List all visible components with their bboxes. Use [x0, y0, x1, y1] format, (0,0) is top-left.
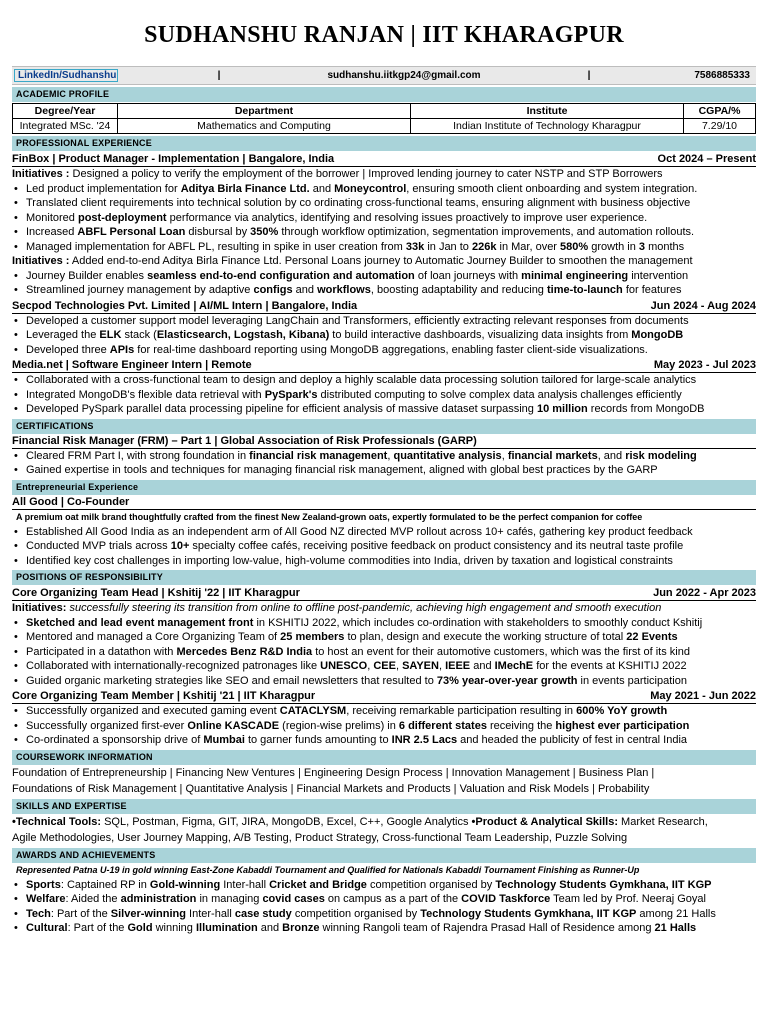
- bold-text: post-deployment: [77, 211, 167, 224]
- bold-text: MongoDB: [631, 329, 684, 341]
- contact-separator: |: [217, 70, 221, 81]
- bold-text: workflows: [317, 284, 371, 296]
- bold-text: 73% year-over-year growth: [436, 674, 578, 687]
- skills-line: Agile Methodologies, User Journey Mapping, A/B Testing, Product Strategy, Cross-functional Team Leadership, Puzzle Solving: [12, 831, 628, 844]
- bold-text: ABFL Personal Loan: [77, 226, 186, 238]
- text: : Part of the: [67, 922, 128, 934]
- table-cell: Indian Institute of Technology Kharagpur: [411, 119, 684, 134]
- bold-text: configs: [253, 284, 293, 296]
- text: to plan, design and execute the working structure of total: [344, 631, 627, 643]
- bold-text: 22 Events: [626, 631, 678, 643]
- table-header: CGPA/%: [684, 104, 756, 119]
- bold-text: Cultural: [26, 922, 68, 934]
- text: disbursal by: [185, 226, 251, 238]
- initiatives-line: [12, 601, 756, 616]
- bold-text: time-to-launch: [546, 284, 623, 296]
- bold-text: Bronze: [282, 922, 320, 934]
- entre-tagline: A premium oat milk brand thoughtfully crafted from the finest New Zealand-grown oats, expertly formulated to be the perfect companion for coffee: [16, 511, 643, 522]
- bold-text: seamless end-to-end configuration and automation: [147, 269, 415, 282]
- por-title: Core Organizing Team Head | Kshitij '22 | IIT Kharagpur: [12, 587, 300, 599]
- academic-table: [12, 103, 756, 134]
- job-header: [12, 299, 756, 314]
- bold-text: Welfare: [26, 893, 66, 905]
- text: records from MongoDB: [587, 403, 705, 415]
- text: (region-wise prelims) in: [279, 719, 399, 732]
- bold-text: Silver-winning: [110, 907, 186, 920]
- linkedin-link[interactable]: LinkedIn/Sudhanshu: [14, 69, 118, 82]
- text: Developed a customer support model leveraging LangChain and Transformers, efficiently extracting relevant responses from documents: [26, 314, 689, 327]
- table-cell: Integrated MSc. '24: [13, 119, 118, 134]
- bold-text: 25 members: [280, 631, 345, 643]
- text: Inter-hall: [185, 907, 235, 920]
- bold-text: INR 2.5 Lacs: [391, 734, 458, 746]
- bold-text: risk modeling: [625, 449, 697, 462]
- text: : Aided the: [65, 893, 121, 905]
- text: ,: [367, 660, 374, 672]
- skills-label: •Technical Tools:: [12, 815, 102, 828]
- bold-text: Mumbai: [203, 734, 245, 746]
- text: Cleared FRM Part I, with strong foundation in: [26, 449, 250, 462]
- text: stack (: [121, 329, 157, 341]
- list-item: [12, 907, 756, 922]
- contact-separator: |: [587, 70, 591, 81]
- text: ,: [501, 449, 508, 462]
- text: to host an event for their automotive customers, which was the first of its kind: [312, 645, 690, 658]
- text: Monitored: [26, 211, 78, 224]
- text: for features: [622, 284, 682, 296]
- awards-tagline: Represented Patna U-19 in gold winning East-Zone Kabaddi Tournament and Qualified for Nationals Kabaddi Tournament Finishing as Runner-Up: [16, 864, 640, 875]
- text: months: [645, 240, 685, 253]
- text: ,: [438, 660, 446, 672]
- text: receiving the: [486, 719, 556, 732]
- resume-page: [12, 0, 756, 936]
- text: for real-time dashboard reporting using MongoDB aggregations, enabling faster client-side visualizations.: [134, 343, 648, 356]
- bold-text: Tech: [26, 907, 51, 920]
- bold-text: APIs: [109, 343, 135, 356]
- initiatives-label: Initiatives :: [12, 168, 70, 180]
- list-item: [12, 283, 756, 298]
- text: distributed computing to solve complex data analysis challenges efficiently: [317, 388, 682, 401]
- text: Collaborated with internationally-recognized patronages like: [26, 660, 321, 672]
- text: Developed three: [26, 343, 110, 356]
- bold-text: 600% YoY growth: [576, 705, 668, 717]
- bold-text: financial markets: [507, 449, 598, 462]
- text: to build interactive dashboards, visualizing data insights from: [329, 329, 632, 341]
- list-item: [12, 388, 756, 403]
- table-header: Institute: [411, 104, 684, 119]
- bold-text: 350%: [250, 226, 279, 238]
- bold-text: Aditya Birla Finance Ltd.: [180, 182, 310, 195]
- bold-text: CEE: [373, 660, 396, 672]
- table-header-row: [13, 104, 756, 119]
- job-title: FinBox | Product Manager - Implementation | Bangalore, India: [12, 153, 335, 165]
- text: growth in: [588, 240, 639, 253]
- text: Mentored and managed a Core Organizing Team of: [26, 631, 281, 643]
- list-item: [12, 343, 756, 358]
- list-item: [12, 328, 756, 343]
- job-header: [12, 152, 756, 167]
- section-awards: AWARDS AND ACHIEVEMENTS: [12, 848, 756, 863]
- bold-text: Sketched and lead event management front: [26, 616, 254, 629]
- text: Translated client requirements into technical solution by co ordinating cross-functional teams, ensuring alignment with business objective: [26, 197, 691, 209]
- section-coursework: COURSEWORK INFORMATION: [12, 750, 756, 765]
- list-item: [12, 616, 756, 631]
- bold-text: Elasticsearch, Logstash, Kibana): [156, 329, 330, 341]
- text: Increased: [26, 226, 78, 238]
- bold-text: ELK: [99, 329, 122, 341]
- bold-text: quantitative analysis: [393, 449, 502, 462]
- section-skills: SKILLS AND EXPERTISE: [12, 799, 756, 814]
- initiatives-text: Added end-to-end Aditya Birla Finance Ltd. Personal Loans journey to Automatic Journey Builder to smoothen the management: [69, 255, 693, 267]
- text: of loan journeys with: [414, 269, 522, 282]
- skills-label: •Product & Analytical Skills:: [471, 815, 618, 828]
- text: , boosting adaptability and reducing: [370, 284, 547, 296]
- por-header: [12, 689, 756, 704]
- skills-line: [12, 814, 756, 830]
- initiatives-label: Initiatives :: [12, 255, 70, 267]
- list-item: [12, 878, 756, 893]
- initiatives-label: Initiatives:: [12, 602, 67, 614]
- table-row: [13, 119, 756, 134]
- list-item: [12, 211, 756, 226]
- list-item: [12, 463, 756, 478]
- text: Inter-hall: [220, 878, 270, 891]
- bold-text: COVID Taskforce: [461, 893, 551, 905]
- text: and: [292, 284, 318, 296]
- list-item: [12, 225, 756, 240]
- skills-text: Market Research,: [617, 815, 708, 828]
- coursework-line: Foundation of Entrepreneurship | Financing New Ventures | Engineering Design Process | Innovation Management | Business Plan |: [12, 766, 655, 779]
- bold-text: Technology Students Gymkhana, IIT KGP: [420, 907, 637, 920]
- bold-text: Illumination: [195, 922, 258, 934]
- list-item: [12, 449, 756, 464]
- section-academic: ACADEMIC PROFILE: [12, 87, 756, 102]
- text: specialty coffee cafés, receiving positive feedback on product consistency and its neutral taste profile: [189, 540, 684, 552]
- contact-bar: [12, 66, 756, 85]
- bold-text: Technology Students Gymkhana, IIT KGP: [495, 878, 712, 891]
- cert-title: Financial Risk Manager (FRM) – Part 1 | Global Association of Risk Professionals (GARP): [12, 434, 756, 449]
- entre-list: [12, 525, 756, 569]
- text: in KSHITIJ 2022, which includes co-ordination with stakeholders to smoothly conduct Kshitij: [253, 616, 703, 629]
- bold-text: 21 Halls: [654, 922, 697, 934]
- awards-list: [12, 878, 756, 936]
- job-date: Jun 2024 - Aug 2024: [650, 299, 756, 312]
- list-item: [12, 921, 756, 936]
- text: in Jan to: [424, 240, 472, 253]
- bold-text: IEEE: [445, 660, 471, 672]
- initiatives-line: [12, 167, 756, 182]
- coursework-line: Foundations of Risk Management | Quantitative Analysis | Financial Markets and Products | Valuation and Risk Models | Probability: [12, 782, 650, 795]
- text: Successfully organized and executed gaming event: [26, 705, 280, 717]
- text: in events participation: [577, 674, 687, 687]
- text: performance via analytics, identifying and resolving issues proactively to improve user experience.: [166, 211, 648, 224]
- text: , ensuring smooth client onboarding and system integration.: [406, 182, 698, 195]
- skills-text: SQL, Postman, Figma, GIT, JIRA, MongoDB, Excel, C++, Google Analytics: [101, 815, 472, 828]
- text: Collaborated with a cross-functional team to design and deploy a highly scalable data processing solution tailored for large-scale analytics: [26, 374, 697, 386]
- text: Journey Builder enables: [26, 269, 148, 282]
- por-date: Jun 2022 - Apr 2023: [653, 587, 756, 599]
- bold-text: 10 million: [536, 403, 588, 415]
- text: and: [309, 182, 335, 195]
- entre-title: All Good | Co-Founder: [12, 495, 756, 510]
- text: among 21 Halls: [636, 907, 716, 920]
- bold-text: minimal engineering: [521, 269, 629, 282]
- resume-title: SUDHANSHU RANJAN | IIT KHARAGPUR: [144, 22, 624, 48]
- text: : Captained RP in: [60, 878, 150, 891]
- bold-text: case study: [234, 907, 292, 920]
- list-item: [12, 892, 756, 907]
- job-header: [12, 358, 756, 373]
- text: and headed the publicity of fest in central India: [457, 734, 688, 746]
- bold-text: UNESCO: [320, 660, 368, 672]
- text: Managed implementation for ABFL PL, resulting in spike in user creation from: [26, 240, 406, 253]
- bold-text: Sports: [26, 878, 61, 891]
- text: to garner funds amounting to: [244, 734, 392, 746]
- text: Co-ordinated a sponsorship drive of: [26, 734, 204, 746]
- por-list: [12, 586, 756, 748]
- text: and: [470, 660, 495, 672]
- por-date: May 2021 - Jun 2022: [650, 690, 756, 702]
- bold-text: Cricket and Bridge: [269, 878, 367, 891]
- por-title: Core Organizing Team Member | Kshitij '21 | IIT Kharagpur: [12, 690, 316, 702]
- bold-text: Gold-winning: [149, 878, 221, 891]
- bold-text: Mercedes Benz R&D India: [176, 645, 313, 658]
- text: intervention: [628, 269, 689, 282]
- text: Gained expertise in tools and techniques for managing financial risk management, aligned with global best practices by the GARP: [26, 464, 658, 476]
- list-item: [12, 630, 756, 645]
- job-date: May 2023 - Jul 2023: [653, 359, 756, 371]
- text: in Mar, over: [496, 240, 561, 253]
- list-item: [12, 539, 756, 554]
- bold-text: 580%: [560, 240, 589, 253]
- bold-text: Online KASCADE: [187, 719, 280, 732]
- job-title: Secpod Technologies Pvt. Limited | AI/ML Intern | Bangalore, India: [12, 299, 358, 312]
- cert-list: [12, 449, 756, 478]
- job-title: Media.net | Software Engineer Intern | Remote: [12, 359, 252, 371]
- bold-text: 3: [638, 240, 646, 253]
- text: competition organised by: [291, 907, 421, 920]
- text: , and: [597, 449, 626, 462]
- por-header: [12, 586, 756, 601]
- list-item: [12, 240, 756, 255]
- text: ,: [395, 660, 403, 672]
- section-certifications: CERTIFICATIONS: [12, 419, 756, 434]
- initiatives-text: Designed a policy to verify the employment of the borrower | Improved lending journey to cater NSTP and STP Borrowers: [69, 168, 663, 180]
- phone-number: 7586885333: [694, 70, 750, 81]
- text: through workflow optimization, segmentation improvements, and automation rollouts.: [278, 226, 695, 238]
- list-item: [12, 402, 756, 417]
- initiatives-line: [12, 254, 756, 269]
- list-item: [12, 269, 756, 284]
- text: Integrated MongoDB's flexible data retrieval with: [26, 388, 265, 401]
- list-item: [12, 645, 756, 660]
- section-entrepreneurial: Entrepreneurial Experience: [12, 480, 756, 495]
- bold-text: Moneycontrol: [334, 182, 407, 195]
- bold-text: 226k: [471, 240, 497, 253]
- list-item: [12, 674, 756, 689]
- bold-text: CATACLYSM: [279, 705, 347, 717]
- text: in managing: [196, 893, 263, 905]
- text: for the events at KSHITIJ 2022: [533, 660, 687, 672]
- bold-text: financial risk management: [249, 449, 388, 462]
- text: Team led by Prof. Neeraj Goyal: [550, 893, 706, 905]
- text: : Part of the: [50, 907, 111, 920]
- text: Streamlined journey management by adaptive: [26, 284, 254, 296]
- text: Developed PySpark parallel data processing pipeline for efficient analysis of massive dataset surpassing: [26, 403, 537, 415]
- text: Identified key cost challenges in importing low-value, high-volume commodities into India, driven by taxation and logistical constraints: [26, 554, 673, 567]
- text: on campus as a part of the: [324, 893, 462, 905]
- list-item: [12, 733, 756, 748]
- bold-text: IMechE: [494, 660, 534, 672]
- text: , receiving remarkable participation resulting in: [346, 705, 577, 717]
- text: Leveraged the: [26, 329, 100, 341]
- bold-text: SAYEN: [402, 660, 439, 672]
- table-header: Degree/Year: [13, 104, 118, 119]
- list-item: [12, 182, 756, 197]
- text: and: [257, 922, 283, 934]
- list-item: [12, 196, 756, 211]
- job-date: Oct 2024 – Present: [657, 153, 756, 165]
- initiatives-text: successfully steering its transition from online to offline post-pandemic, achieving high engagement and smooth execution: [66, 602, 662, 614]
- list-item: [12, 554, 756, 569]
- text: competition organised by: [366, 878, 496, 891]
- text: winning: [152, 922, 196, 934]
- bold-text: administration: [120, 893, 197, 905]
- table-cell: Mathematics and Computing: [118, 119, 411, 134]
- section-experience: PROFESSIONAL EXPERIENCE: [12, 136, 756, 151]
- text: Led product implementation for: [26, 182, 181, 195]
- table-cell: 7.29/10: [684, 119, 756, 134]
- list-item: [12, 704, 756, 719]
- text: Conducted MVP trials across: [26, 540, 171, 552]
- text: Participated in a datathon with: [26, 645, 177, 658]
- bold-text: highest ever participation: [555, 719, 690, 732]
- bold-text: Gold: [127, 922, 153, 934]
- list-item: [12, 373, 756, 388]
- bold-text: covid cases: [262, 893, 325, 905]
- list-item: [12, 719, 756, 734]
- text: Established All Good India as an independent arm of All Good NZ directed MVP rollout across 10+ cafés, gathering key product feedback: [26, 525, 693, 538]
- text: winning Rangoli team of Rajendra Prasad Hall of Residence among: [319, 922, 655, 934]
- text: ,: [387, 449, 394, 462]
- list-item: [12, 525, 756, 540]
- list-item: [12, 659, 756, 674]
- bold-text: 33k: [405, 240, 425, 253]
- bold-text: 6 different states: [398, 719, 487, 732]
- section-por: POSITIONS OF RESPONSIBILITY: [12, 570, 756, 585]
- list-item: [12, 314, 756, 329]
- bold-text: PySpark's: [264, 388, 318, 401]
- experience-list: [12, 152, 756, 417]
- text: Guided organic marketing strategies like SEO and email newsletters that resulted to: [26, 674, 437, 687]
- email-link[interactable]: sudhanshu.iitkgp24@gmail.com: [327, 70, 481, 81]
- text: Successfully organized first-ever: [26, 719, 188, 732]
- bold-text: 10+: [170, 540, 190, 552]
- table-header: Department: [118, 104, 411, 119]
